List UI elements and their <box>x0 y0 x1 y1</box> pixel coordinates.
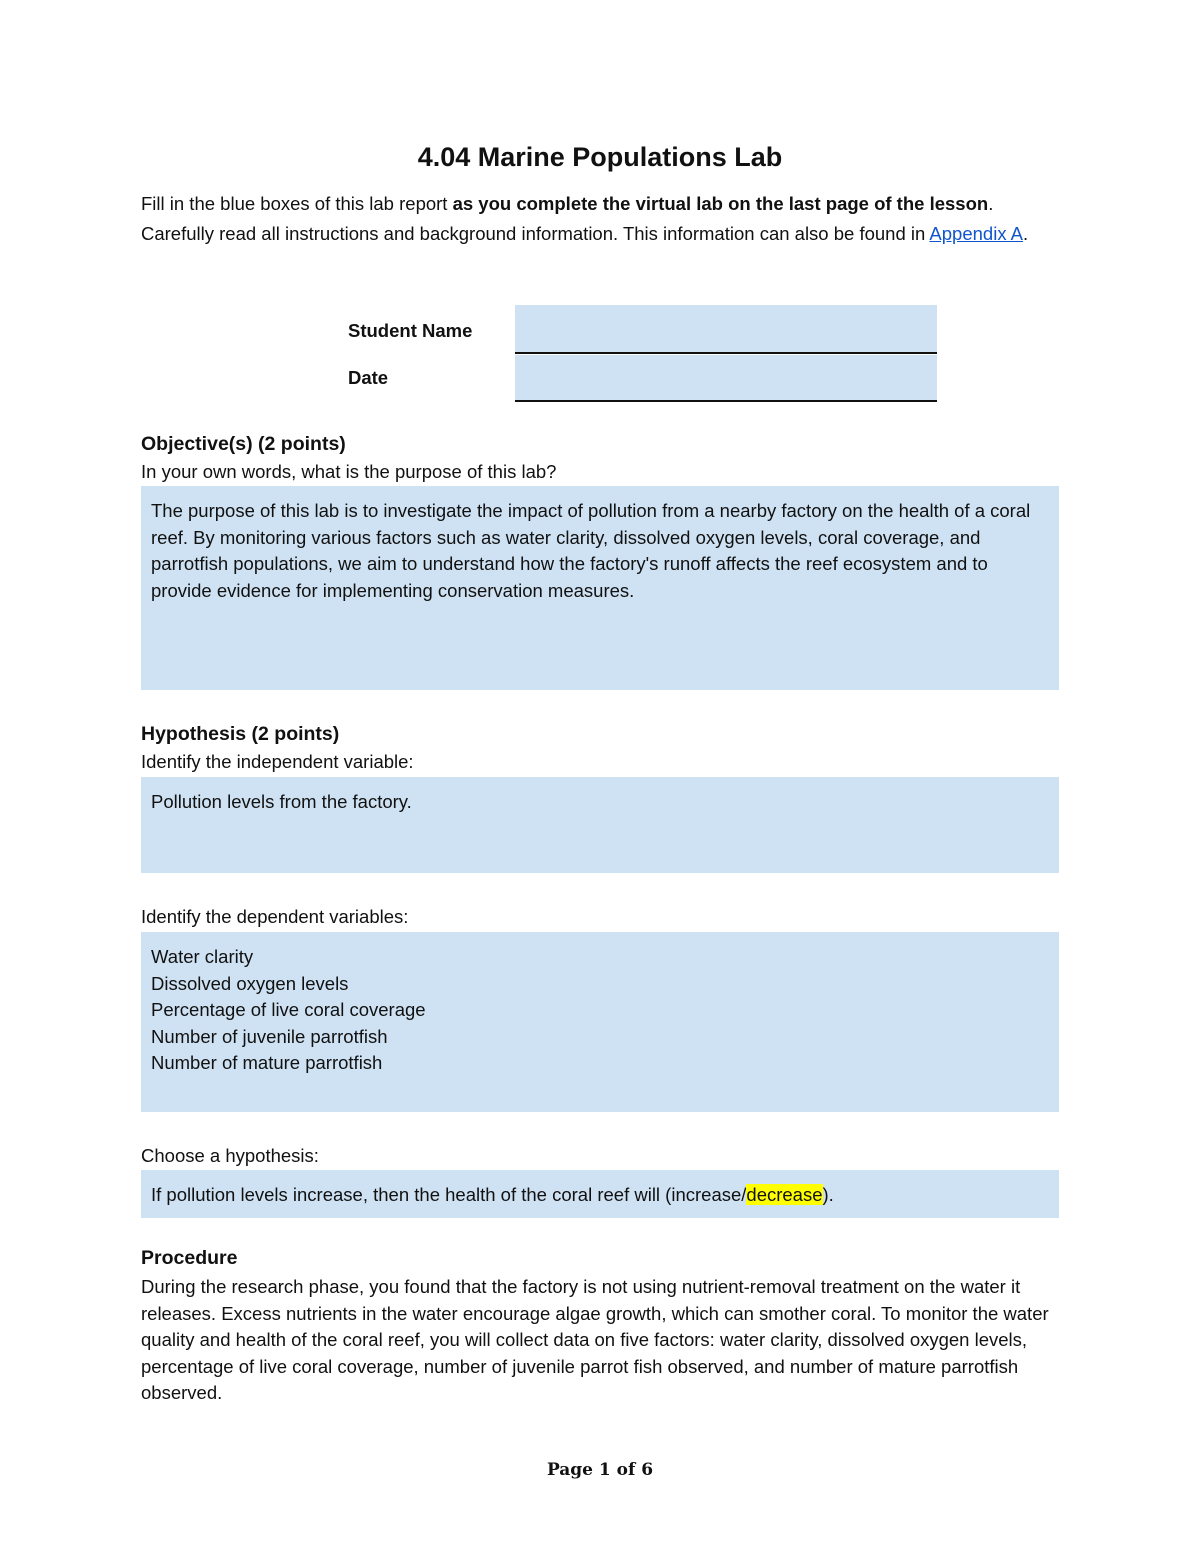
hypothesis-highlighted-choice: decrease <box>746 1184 823 1205</box>
intro-text-1: Fill in the blue boxes of this lab report <box>141 193 453 214</box>
objective-answer-text: The purpose of this lab is to investigate the impact of pollution from a nearby factory on the health of a coral reef. By monitoring various factors such as water clarity, dissolved oxygen levels, coral coverage, and parrotfish populations, we aim to understand how the factory's runoff affects the reef ecosystem and to provide evidence for implementing conservation measures. <box>151 500 1031 601</box>
student-name-label: Student Name <box>348 320 473 341</box>
hypothesis-heading: Hypothesis (2 points) <box>141 723 340 745</box>
objective-answer-box[interactable] <box>141 486 1059 690</box>
hypothesis-answer-box[interactable] <box>141 1170 1059 1218</box>
intro-text-3: . <box>1023 222 1029 244</box>
document-title: 4.04 Marine Populations Lab <box>417 142 783 172</box>
hypothesis-answer-text-2: ). <box>822 1184 834 1205</box>
date-field[interactable] <box>515 355 937 402</box>
independent-variable-answer-box[interactable] <box>141 777 1059 873</box>
objective-heading: Objective(s) (2 points) <box>141 433 346 455</box>
independent-variable-prompt: Identify the independent variable: <box>141 751 414 772</box>
intro-bold-text: as you complete the virtual lab on the last page of the lesson <box>452 193 989 214</box>
dependent-variable-item: Water clarity <box>151 946 254 967</box>
appendix-a-link[interactable]: Appendix A <box>929 222 1024 244</box>
independent-variable-answer-text: Pollution levels from the factory. <box>151 791 412 812</box>
hypothesis-answer-text-1: If pollution levels increase, then the health of the coral reef will (increase/ <box>151 1184 747 1205</box>
date-label: Date <box>348 367 389 388</box>
procedure-paragraph: During the research phase, you found that the factory is not using nutrient-removal treatment on the water it releases. Excess nutrients in the water encourage algae growth, which can smother coral. To monitor the water quality and health of the coral reef, you will collect data on five factors: water clarity, dissolved oxygen levels, percentage of live coral coverage, number of juvenile parrot fish observed, and number of mature parrotfish observed. <box>141 1276 1049 1403</box>
dependent-variable-item: Percentage of live coral coverage <box>151 999 426 1020</box>
dependent-variables-prompt: Identify the dependent variables: <box>141 906 409 927</box>
dependent-variable-item: Number of juvenile parrotfish <box>151 1025 388 1047</box>
dependent-variable-item: Number of mature parrotfish <box>151 1052 383 1073</box>
intro-text-2: . Carefully read all instructions and background information. This information can also be found in <box>141 193 994 244</box>
page-number: Page 1 of 6 <box>546 1460 654 1480</box>
choose-hypothesis-prompt: Choose a hypothesis: <box>141 1145 319 1166</box>
procedure-heading: Procedure <box>141 1247 238 1269</box>
student-name-field[interactable] <box>515 305 937 354</box>
dependent-variable-item: Dissolved oxygen levels <box>151 972 349 994</box>
objective-prompt: In your own words, what is the purpose of this lab? <box>141 461 557 482</box>
intro-paragraph <box>141 189 1061 248</box>
dependent-variables-answer-box[interactable] <box>141 932 1059 1112</box>
